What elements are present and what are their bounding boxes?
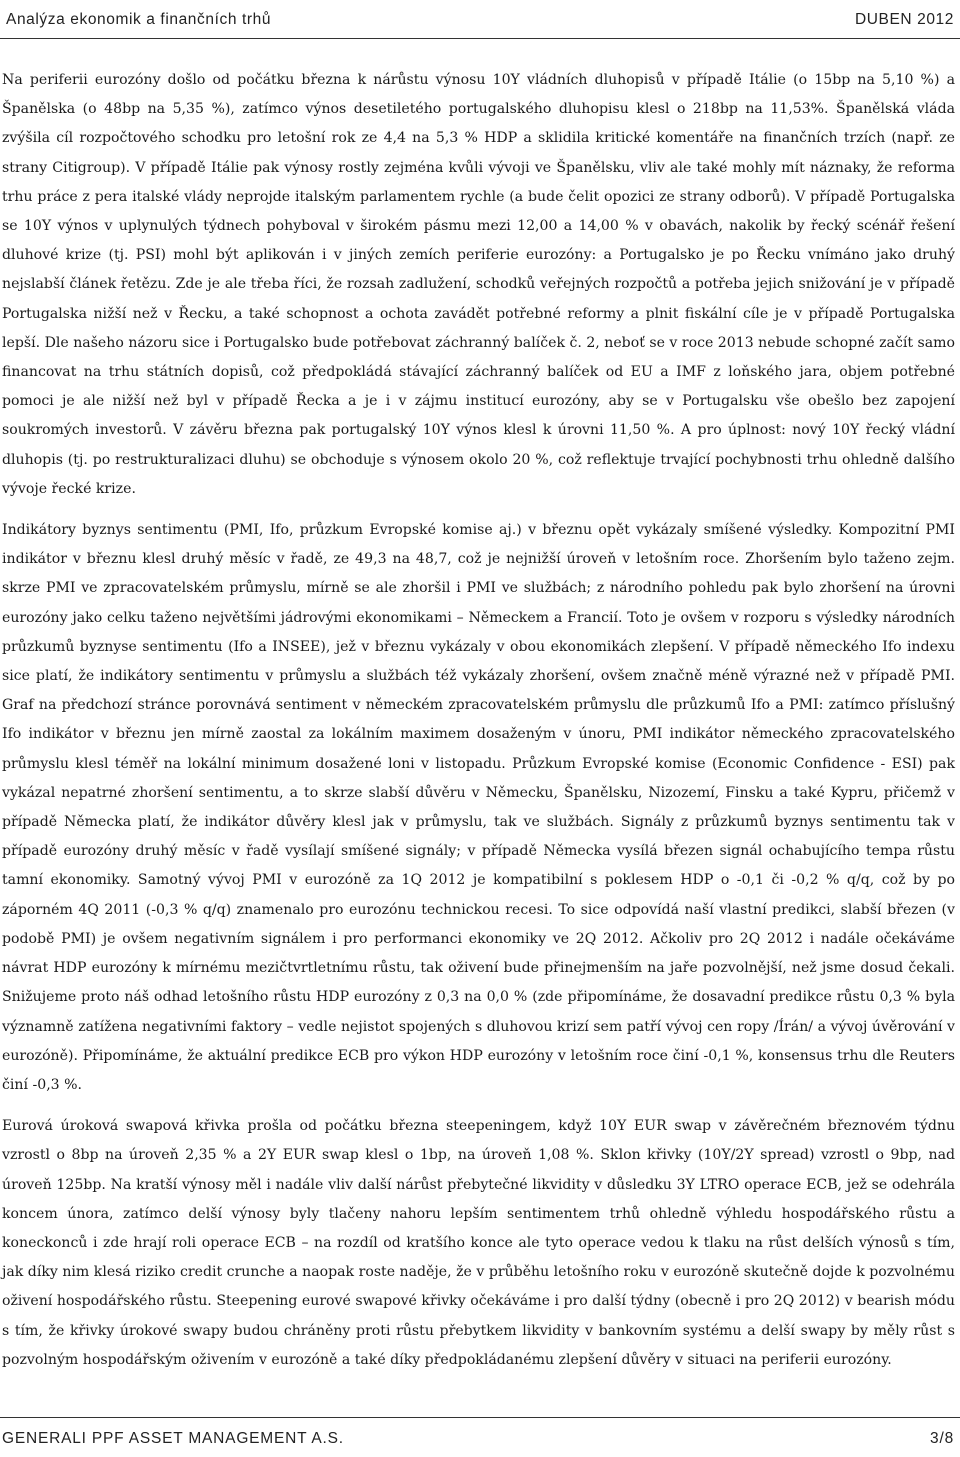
header-title: Analýza ekonomik a finančních trhů bbox=[6, 11, 272, 28]
paragraph-swap-curve: Eurová úroková swapová křivka prošla od počátku března steepeningem, když 10Y EUR swap v závěrečném březnovém týdnu vzrostl o 8bp na úroveň 2,35 % a 2Y EUR swap klesl o 1bp, na úroveň 1,08 %. Sklon křivky (10Y/2Y spread) vzrostl o 9bp, nad úroveň 125bp. Na kratší výnosy měl i nadále vliv další nárůst přebytečné likvidity v důsledku 3Y LTRO operace ECB, jež se odehrála koncem února, zatímco delší výnosy byly tlačeny nahoru lepším sentimentem trhů ohledně výhledu hospodářského růstu a koneckonců i zde hrají roli operace ECB – na rozdíl od kratšího konce ale tyto operace vedou k tlaku na růst delších výnosů s tím, jak díky nim klesá riziko credit crunche a naopak roste naděje, že v průběhu letošního roku v eurozóně skutečně dojde k pozvolnému oživení hospodářského růstu. Steepening eurové swapové křivky očekáváme i pro další týdny (obecně i pro 2Q 2012) v bearish módu s tím, že křivky úrokové swapy budou chráněny proti růstu přebytkem likvidity v bankovním systému a delší swapy by měly růst s pozvolným hospodářským oživením v eurozóně a také díky předpokládanému zlepšení důvěry v situaci na periferii eurozóny. bbox=[2, 1118, 955, 1368]
page-header bbox=[0, 0, 960, 39]
paragraph-periphery-bonds: Na periferii eurozóny došlo od počátku března k nárůstu výnosu 10Y vládních dluhopisů v případě Itálie (o 15bp na 5,10 %) a Španělska (o 48bp na 5,35 %), zatímco výnos desetiletého portugalského dluhopisu klesl o 218bp na 11,53%. Španělská vláda zvýšila cíl rozpočtového schodku pro letošní rok ze 4,4 na 5,3 % HDP a sklidila kritické komentáře na finančních trzích (např. ze strany Citigroup). V případě Itálie pak výnosy rostly zejména kvůli vývoji ve Španělsku, vliv ale také mohly mít náznaky, že reforma trhu práce z pera italské vlády neprojde italským parlamentem rychle (a bude čelit opozici ze strany odborů). V případě Portugalska se 10Y výnos v uplynulých týdnech pohyboval v širokém pásmu mezi 12,00 a 14,00 % v obavách, nakolik by řecký scénář řešení dluhové krize (tj. PSI) mohl být aplikován i v jiných zemích periferie eurozóny: a Portugalsko je po Řecku vnímáno jako druhý nejslabší článek řetězu. Zde je ale třeba říci, že rozsah zadlužení, schodků veřejných rozpočtů a potřeba jejich snižování je v případě Portugalska nižší než v Řecku, a také schopnost a ochota zavádět potřebné reformy a plnit fiskální cíle je v případě Portugalska lepší. Dle našeho názoru sice i Portugalsko bude potřebovat záchranný balíček č. 2, neboť se v roce 2013 nebude schopné začít samo financovat na trhu státních dopisů, což předpokládá stávající záchranný balíček od EU a IMF z loňského jara, objem potřebné pomoci je ale nižší než byl v případě Řecka a je i v zájmu institucí eurozóny, aby se v Portugalsku vše obešlo bez zapojení soukromých investorů. V závěru března pak portugalský 10Y výnos klesl k úrovni 11,50 %. A pro úplnost: nový 10Y řecký vládní dluhopis (tj. po restrukturalizaci dluhu) se obchoduje s výnosem okolo 20 %, což reflektuje trvající pochybnosti trhu ohledně dalšího vývoje řecké krize. bbox=[2, 72, 955, 497]
document-body bbox=[2, 66, 955, 1387]
header-date: DUBEN 2012 bbox=[854, 11, 954, 28]
footer-company: GENERALI PPF ASSET MANAGEMENT A.S. bbox=[2, 1430, 344, 1447]
page-number: 3/8 bbox=[930, 1430, 954, 1447]
page-footer bbox=[0, 1417, 960, 1457]
paragraph-business-sentiment: Indikátory byznys sentimentu (PMI, Ifo, průzkum Evropské komise aj.) v březnu opět vykázaly smíšené výsledky. Kompozitní PMI indikátor v březnu klesl druhý měsíc v řadě, ze 49,3 na 48,7, což je nejnižší úroveň v letošním roce. Zhoršením bylo taženo zejm. skrze PMI ve zpracovatelském průmyslu, mírně se ale zhoršil i PMI ve službách; z národního pohledu pak bylo zhoršení na úrovni eurozóny jako celku taženo největšími jádrovými ekonomikami – Německem a Francií. Toto je ovšem v rozporu s výsledky národních průzkumů byznyse sentimentu (Ifo a INSEE), jež v březnu vykázaly v obou ekonomikách zlepšení. V případě německého Ifo indexu sice platí, že indikátory sentimentu v průmyslu a službách též vykázaly zhoršení, ovšem značně méně výrazné než v případě PMI. Graf na předchozí stránce porovnává sentiment v německém zpracovatelském průmyslu dle průzkumů Ifo a PMI: zatímco příslušný Ifo indikátor v březnu jen mírně zaostal za lokálním maximem dosaženým v únoru, PMI indikátor německého zpracovatelského průmyslu klesl téměř na lokální minimum dosažené loni v listopadu. Průzkum Evropské komise (Economic Confidence - ESI) pak vykázal nepatrné zhoršení sentimentu, a to skrze slabší důvěru v Německu, Španělsku, Nizozemí, Finsku a také Kypru, přičemž v případě Německa platí, že indikátor důvěry klesl jak v průmyslu, tak ve službách. Signály z průzkumů byznys sentimentu tak v případě eurozóny druhý měsíc v řadě vysílají smíšené signály; v případě Německa vysílá březen signál ochabujícího tempa růstu tamní ekonomiky. Samotný vývoj PMI v eurozóně za 1Q 2012 je kompatibilní s poklesem HDP o -0,1 či -0,2 % q/q, což by po záporném 4Q 2011 (-0,3 % q/q) znamenalo pro eurozónu technickou recesi. To sice odpovídá naší vlastní predikci, slabší březen (v podobě PMI) je ovšem negativním signálem i pro performanci ekonomiky ve 2Q 2012. Ačkoliv pro 2Q 2012 i nadále očekáváme návrat HDP eurozóny k mírnému mezičtvrtletnímu růstu, tak oživení bude přinejmenším na jaře pozvolnější, než jsme dosud čekali. Snižujeme proto náš odhad letošního růstu HDP eurozóny z 0,3 na 0,0 % (zde připomínáme, že dosavadní predikce růstu 0,3 % byla významně zatížena negativními faktory – vedle nejistot spojených s dluhovou krizí sem patří vývoj cen ropy /Írán/ a vývoj úvěrování v eurozóně). Připomínáme, že aktuální predikce ECB pro výkon HDP eurozóny v letošním roce činí -0,1 %, konsensus trhu dle Reuters činí -0,3 %. bbox=[2, 522, 955, 1093]
